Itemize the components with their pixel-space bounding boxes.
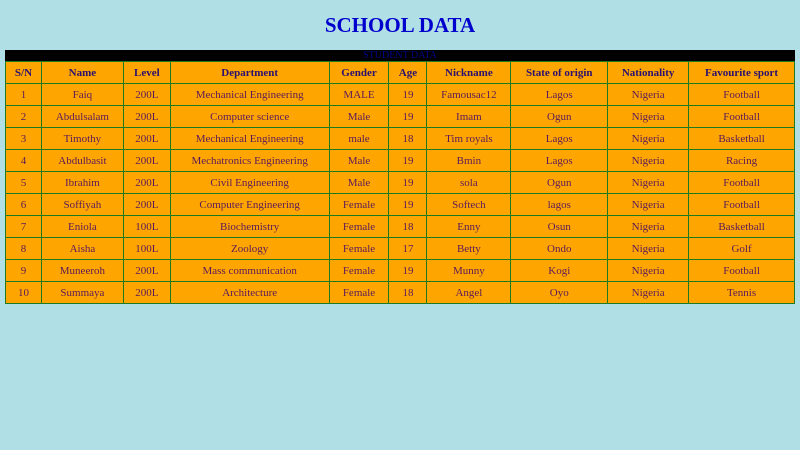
cell-sn: 5 — [6, 172, 42, 194]
table-caption: STUDENT DATA — [5, 50, 795, 61]
cell-state-of-origin: Ogun — [511, 172, 608, 194]
header-favourite-sport: Favourite sport — [689, 62, 795, 84]
table-row — [6, 150, 795, 172]
table-row — [6, 282, 795, 304]
cell-state-of-origin: Ondo — [511, 238, 608, 260]
cell-department: Civil Engineering — [170, 172, 329, 194]
cell-nickname: Softech — [427, 194, 511, 216]
cell-favourite-sport: Football — [689, 106, 795, 128]
cell-name: Summaya — [41, 282, 123, 304]
header-nickname: Nickname — [427, 62, 511, 84]
cell-nationality: Nigeria — [608, 194, 689, 216]
cell-gender: Female — [329, 194, 389, 216]
cell-level: 100L — [123, 216, 170, 238]
table-row — [6, 84, 795, 106]
cell-department: Zoology — [170, 238, 329, 260]
header-sn: S/N — [6, 62, 42, 84]
header-row — [6, 62, 795, 84]
cell-nickname: Famousac12 — [427, 84, 511, 106]
cell-age: 19 — [389, 260, 427, 282]
cell-name: Aisha — [41, 238, 123, 260]
header-state-of-origin: State of origin — [511, 62, 608, 84]
header-gender: Gender — [329, 62, 389, 84]
cell-favourite-sport: Football — [689, 84, 795, 106]
cell-state-of-origin: lagos — [511, 194, 608, 216]
cell-sn: 8 — [6, 238, 42, 260]
cell-gender: MALE — [329, 84, 389, 106]
header-department: Department — [170, 62, 329, 84]
cell-state-of-origin: Ogun — [511, 106, 608, 128]
cell-level: 200L — [123, 150, 170, 172]
cell-state-of-origin: Oyo — [511, 282, 608, 304]
cell-name: Soffiyah — [41, 194, 123, 216]
cell-age: 19 — [389, 172, 427, 194]
table-row — [6, 172, 795, 194]
cell-state-of-origin: Kogi — [511, 260, 608, 282]
cell-sn: 3 — [6, 128, 42, 150]
cell-department: Biochemistry — [170, 216, 329, 238]
header-age: Age — [389, 62, 427, 84]
cell-nickname: Betty — [427, 238, 511, 260]
cell-age: 19 — [389, 150, 427, 172]
cell-nickname: Bmin — [427, 150, 511, 172]
cell-nickname: sola — [427, 172, 511, 194]
cell-sn: 1 — [6, 84, 42, 106]
cell-gender: Male — [329, 172, 389, 194]
student-data-table — [5, 50, 795, 304]
cell-favourite-sport: Football — [689, 260, 795, 282]
cell-level: 200L — [123, 84, 170, 106]
cell-gender: Female — [329, 282, 389, 304]
cell-nationality: Nigeria — [608, 260, 689, 282]
cell-sn: 4 — [6, 150, 42, 172]
cell-level: 200L — [123, 194, 170, 216]
cell-state-of-origin: Osun — [511, 216, 608, 238]
cell-sn: 9 — [6, 260, 42, 282]
table-row — [6, 216, 795, 238]
cell-level: 200L — [123, 260, 170, 282]
cell-state-of-origin: Lagos — [511, 150, 608, 172]
cell-favourite-sport: Basketball — [689, 216, 795, 238]
cell-age: 17 — [389, 238, 427, 260]
cell-nickname: Imam — [427, 106, 511, 128]
cell-favourite-sport: Basketball — [689, 128, 795, 150]
cell-nickname: Angel — [427, 282, 511, 304]
cell-favourite-sport: Football — [689, 194, 795, 216]
header-nationality: Nationality — [608, 62, 689, 84]
cell-favourite-sport: Tennis — [689, 282, 795, 304]
cell-department: Mechanical Engineering — [170, 84, 329, 106]
cell-sn: 7 — [6, 216, 42, 238]
cell-nationality: Nigeria — [608, 238, 689, 260]
cell-nickname: Tim royals — [427, 128, 511, 150]
cell-name: Timothy — [41, 128, 123, 150]
cell-favourite-sport: Racing — [689, 150, 795, 172]
cell-level: 200L — [123, 106, 170, 128]
page-title: SCHOOL DATA — [324, 13, 476, 37]
table-row — [6, 106, 795, 128]
cell-name: Muneeroh — [41, 260, 123, 282]
cell-name: Abdulsalam — [41, 106, 123, 128]
cell-name: Abdulbasit — [41, 150, 123, 172]
table-row — [6, 128, 795, 150]
cell-level: 200L — [123, 172, 170, 194]
cell-nationality: Nigeria — [608, 150, 689, 172]
cell-nationality: Nigeria — [608, 106, 689, 128]
cell-level: 200L — [123, 282, 170, 304]
cell-sn: 6 — [6, 194, 42, 216]
cell-nickname: Munny — [427, 260, 511, 282]
cell-age: 18 — [389, 282, 427, 304]
cell-nationality: Nigeria — [608, 216, 689, 238]
cell-department: Mechanical Engineering — [170, 128, 329, 150]
cell-gender: Female — [329, 238, 389, 260]
cell-age: 18 — [389, 216, 427, 238]
cell-department: Computer Engineering — [170, 194, 329, 216]
cell-name: Eniola — [41, 216, 123, 238]
cell-age: 18 — [389, 128, 427, 150]
table-row — [6, 238, 795, 260]
cell-age: 19 — [389, 194, 427, 216]
cell-gender: Female — [329, 216, 389, 238]
cell-sn: 10 — [6, 282, 42, 304]
cell-state-of-origin: Lagos — [511, 84, 608, 106]
cell-nationality: Nigeria — [608, 84, 689, 106]
cell-gender: Female — [329, 260, 389, 282]
cell-department: Architecture — [170, 282, 329, 304]
cell-nationality: Nigeria — [608, 128, 689, 150]
cell-department: Computer science — [170, 106, 329, 128]
cell-age: 19 — [389, 84, 427, 106]
cell-name: Ibrahim — [41, 172, 123, 194]
cell-state-of-origin: Lagos — [511, 128, 608, 150]
cell-nationality: Nigeria — [608, 172, 689, 194]
header-name: Name — [41, 62, 123, 84]
cell-department: Mass communication — [170, 260, 329, 282]
cell-nickname: Enny — [427, 216, 511, 238]
cell-name: Faiq — [41, 84, 123, 106]
cell-age: 19 — [389, 106, 427, 128]
cell-sn: 2 — [6, 106, 42, 128]
cell-favourite-sport: Football — [689, 172, 795, 194]
cell-level: 200L — [123, 128, 170, 150]
cell-department: Mechatronics Engineering — [170, 150, 329, 172]
cell-nationality: Nigeria — [608, 282, 689, 304]
header-level: Level — [123, 62, 170, 84]
table-row — [6, 260, 795, 282]
table-row — [6, 194, 795, 216]
cell-level: 100L — [123, 238, 170, 260]
cell-gender: Male — [329, 150, 389, 172]
cell-favourite-sport: Golf — [689, 238, 795, 260]
cell-gender: Male — [329, 106, 389, 128]
cell-gender: male — [329, 128, 389, 150]
